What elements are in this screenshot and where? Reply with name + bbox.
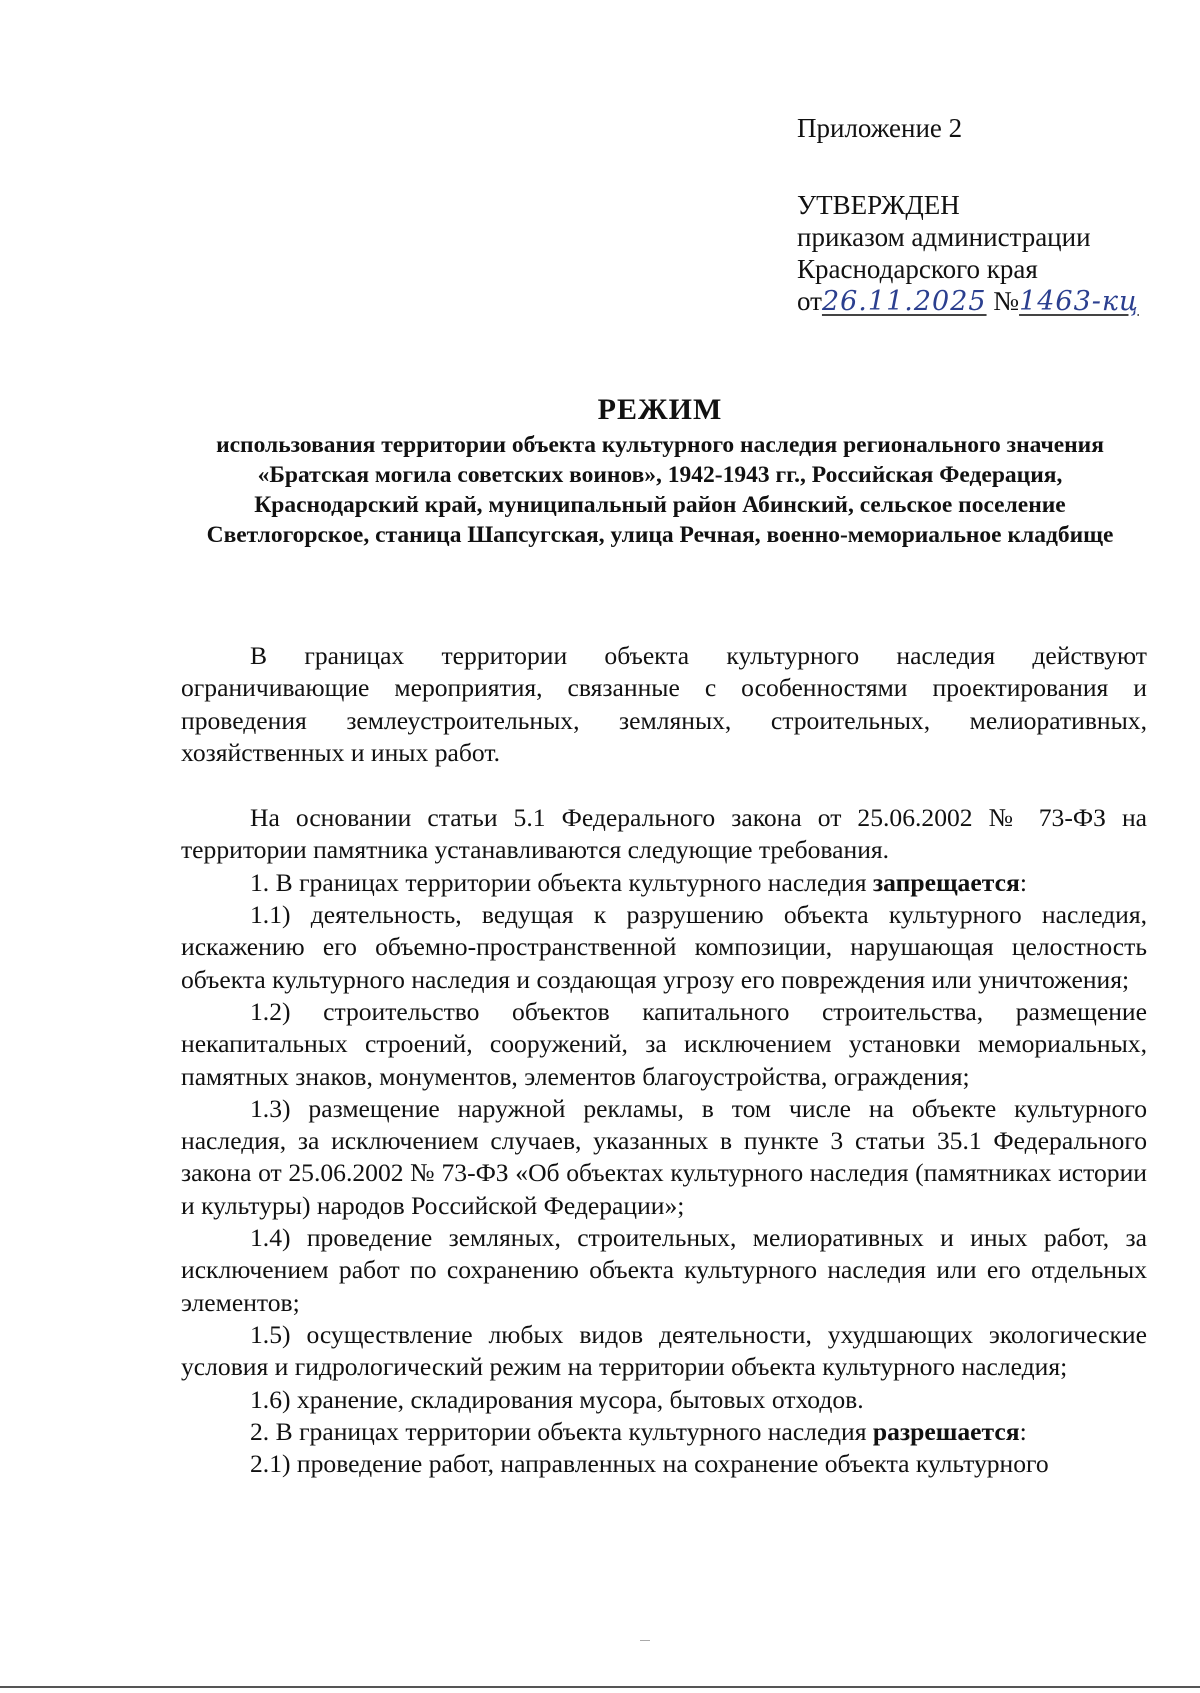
section-2-suffix: : (1019, 1416, 1027, 1446)
section-1-suffix: : (1019, 867, 1027, 897)
clause-1-6: 1.6) хранение, складирования мусора, бытовых отходов. (250, 1384, 864, 1414)
approval-block (797, 112, 1177, 318)
footer-rule (0, 1686, 1200, 1688)
document-title: РЕЖИМ (597, 393, 723, 426)
document-title-block (170, 390, 1150, 550)
clause-2-1: 2.1) проведение работ, направленных на сохранение объекта культурного (250, 1449, 1049, 1479)
clause-1-2: 1.2) строительство объектов капитального строительства, размещение некапитальных строений, сооружений, за исключением установки мемориальных, памятных знаков, монументов, элементов благоустройства, ограждения; (181, 996, 1147, 1091)
section-2-keyword: разрешается (872, 1416, 1020, 1446)
handwritten-date: 26.11.2025 (821, 286, 987, 317)
approval-line-1: приказом администрации (797, 222, 1091, 252)
approval-line-2: Краснодарского края (797, 254, 1038, 284)
section-2-heading (181, 1416, 1147, 1448)
number-prefix: № (993, 286, 1020, 316)
document-body (181, 640, 1147, 1480)
document-subtitle: использования территории объекта культурного наследия регионального значения «Братская могила советских воинов», 1942-1943 гг., Российская Федерация, Краснодарский край, муниципальный район Абинский, сельское поселение Светлогорское, станица Шапсугская, улица Речная, военно-мемориальное кладбище (206, 432, 1114, 548)
handwritten-number: 1463-кц (1019, 286, 1139, 317)
section-1-keyword: запрещается (872, 867, 1020, 897)
section-2-prefix: 2. В границах территории объекта культурного наследия (250, 1416, 873, 1446)
clause-1-4: 1.4) проведение земляных, строительных, мелиоративных и иных работ, за исключением работ по сохранению объекта культурного наследия или его отдельных элементов; (181, 1223, 1147, 1317)
appendix-label: Приложение 2 (797, 113, 963, 143)
intro-paragraph: В границах территории объекта культурного наследия действуют ограничивающие мероприятия, связанные с особенностями проектирования и проведения землеустроительных, земляных, строительных, мелиоративных, хозяйственных и иных работ. (181, 641, 1147, 767)
section-1-heading (181, 867, 1147, 899)
scan-mark (640, 1640, 650, 1641)
approved-label: УТВЕРЖДЕН (797, 190, 960, 220)
date-prefix: от (797, 286, 822, 316)
section-1-prefix: 1. В границах территории объекта культурного наследия (250, 867, 873, 897)
clause-1-5: 1.5) осуществление любых видов деятельности, ухудшающих экологические условия и гидрологический режим на территории объекта культурного наследия; (181, 1319, 1147, 1382)
basis-paragraph: На основании статьи 5.1 Федерального закона от 25.06.2002 № 73-ФЗ на территории памятника устанавливаются следующие требования. (181, 803, 1147, 865)
clause-1-3: 1.3) размещение наружной рекламы, в том числе на объекте культурного наследия, за исключением случаев, указанных в пункте 3 статьи 35.1 Федерального закона от 25.06.2002 № 73-ФЗ «Об объектах культурного наследия (памятниках истории и культуры) народов Российской Федерации»; (181, 1093, 1147, 1220)
clause-1-1: 1.1) деятельность, ведущая к разрушению объекта культурного наследия, искажению его объемно-пространственной композиции, нарушающая целостность объекта культурного наследия и создающая угрозу его повреждения или уничтожения; (181, 900, 1147, 994)
approval-date-line (797, 285, 1177, 318)
